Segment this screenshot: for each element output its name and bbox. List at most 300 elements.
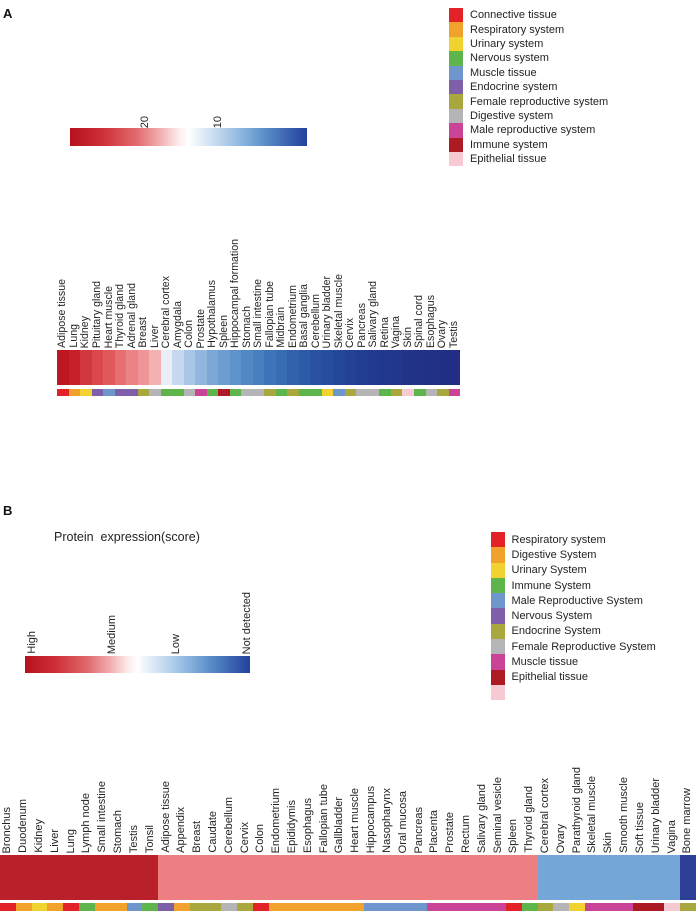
tissue-label-column: [490, 700, 506, 853]
expression-strip: [57, 350, 460, 385]
tissue-label-column: [195, 198, 207, 348]
colorbar-tick-label: Not detected: [241, 591, 253, 654]
tissue-label: Amygdala: [171, 300, 184, 348]
system-cell: [63, 903, 79, 911]
system-cell: [459, 903, 475, 911]
system-cell: [47, 903, 63, 911]
tissue-label: Cerebral cortex: [160, 275, 173, 348]
tissue-label-column: [553, 700, 569, 853]
tissue-label: Thyroid gland: [114, 283, 127, 348]
colorbar-a-ticks: [70, 92, 307, 128]
tissue-label-column: [411, 700, 427, 853]
system-cell: [206, 903, 222, 911]
system-cell: [32, 903, 48, 911]
tissue-label-column: [80, 198, 92, 348]
expression-cell: [437, 350, 449, 385]
legend-item-label: Immune system: [470, 138, 548, 151]
expression-cell: [264, 350, 276, 385]
system-cell: [538, 903, 554, 911]
system-cell: [269, 903, 285, 911]
tissue-label: Parathyroid gland: [570, 766, 583, 853]
legend-item-label: Muscle tissue: [511, 656, 579, 669]
system-cell: [443, 903, 459, 911]
tissue-label: Kidney: [33, 819, 46, 853]
legend-item-label: Nervous System: [511, 610, 593, 623]
legend-item: [491, 532, 656, 547]
tissue-label: Stomach: [112, 809, 125, 853]
tissue-label: Pancreas: [355, 303, 368, 348]
expression-cell: [379, 350, 391, 385]
system-cell: [287, 389, 299, 396]
legend-item: [491, 654, 656, 669]
tissue-label-column: [459, 700, 475, 853]
tissue-label-column: [79, 700, 95, 853]
tissue-label: Small intestine: [96, 781, 109, 853]
system-cell: [490, 903, 506, 911]
tissue-label: Gallbladder: [333, 796, 346, 853]
expression-cell: [79, 855, 95, 900]
system-cell: [449, 389, 461, 396]
tissue-label-column: [149, 198, 161, 348]
expression-cell: [32, 855, 48, 900]
system-cell: [648, 903, 664, 911]
system-cell: [474, 903, 490, 911]
tissue-label-column: [449, 198, 461, 348]
tissue-label: Adipose tissue: [159, 781, 172, 853]
expression-cell: [585, 855, 601, 900]
expression-cell: [92, 350, 104, 385]
legend-swatch: [491, 578, 505, 593]
colorbar-b: [25, 656, 250, 673]
panel-b-title: Protein expression(score): [54, 530, 200, 544]
tissue-label: Bone marrow: [681, 787, 694, 853]
colorbar-b-scale-labels: [25, 556, 253, 654]
legend-item: [491, 670, 656, 685]
expression-cell: [241, 350, 253, 385]
tissue-label-column: [316, 700, 332, 853]
expression-cell: [138, 350, 150, 385]
tissue-label: Bronchus: [1, 806, 14, 853]
system-cell: [16, 903, 32, 911]
tissue-label: Placenta: [428, 810, 441, 853]
tissue-label: Testis: [127, 824, 140, 853]
tissue-label: Ovary: [436, 319, 449, 348]
system-cell: [161, 389, 173, 396]
tissue-label: Prostate: [194, 308, 207, 348]
legend-item-label: Muscle tissue: [470, 66, 537, 79]
tissue-label: Hippocampal formation: [229, 239, 242, 348]
heatmap-a: [57, 198, 460, 396]
tissue-label: Endometrium: [286, 285, 299, 348]
expression-cell: [80, 350, 92, 385]
tissue-label: Urinary bladder: [321, 275, 334, 348]
tissue-label: Skin: [401, 327, 414, 348]
tissue-label: Testis: [447, 320, 460, 348]
tissue-label-column: [95, 700, 111, 853]
system-cell: [95, 903, 111, 911]
expression-cell: [111, 855, 127, 900]
system-cell: [333, 389, 345, 396]
legend-swatch: [491, 593, 505, 608]
tissue-label: Cerebral cortex: [539, 777, 552, 853]
expression-cell: [490, 855, 506, 900]
tissue-label-column: [664, 700, 680, 853]
expression-cell: [172, 350, 184, 385]
expression-cell: [569, 855, 585, 900]
tissue-label: Cervix: [238, 821, 251, 853]
expression-cell: [364, 855, 380, 900]
tissue-label: Hypothalamus: [206, 280, 219, 348]
system-cell: [427, 903, 443, 911]
legend-swatch: [491, 547, 505, 562]
expression-cell: [664, 855, 680, 900]
system-cell: [57, 389, 69, 396]
tissue-label: Duodenum: [17, 799, 30, 853]
legend-item: [449, 80, 608, 94]
system-cell: [92, 389, 104, 396]
tissue-label: Stomach: [240, 306, 253, 348]
tissue-label: Ovary: [554, 823, 567, 853]
tissue-label: Salivary gland: [475, 783, 488, 853]
system-cell: [585, 903, 601, 911]
tissue-label: Epididymis: [286, 799, 299, 853]
tissue-label: Midbrain: [275, 307, 288, 348]
system-cell: [402, 389, 414, 396]
tissue-label-column: [190, 700, 206, 853]
expression-cell: [207, 350, 219, 385]
legend-swatch: [491, 563, 505, 578]
tissue-label: Skeletal muscle: [586, 775, 599, 853]
legend-item: [449, 94, 608, 108]
system-cell: [601, 903, 617, 911]
tissue-label-column: [253, 700, 269, 853]
tissue-label-column: [300, 700, 316, 853]
system-cell: [437, 389, 449, 396]
expression-cell: [601, 855, 617, 900]
tissue-label-column: [680, 700, 696, 853]
legend-item-label: Epithelial tissue: [511, 671, 588, 684]
tissue-label: Endometrium: [270, 787, 283, 853]
tissue-label: Lymph node: [80, 792, 93, 853]
legend-item-label: Urinary System: [511, 564, 587, 577]
tissue-label-column: [332, 700, 348, 853]
system-cell: [276, 389, 288, 396]
tissue-label-column: [47, 700, 63, 853]
expression-cell: [195, 350, 207, 385]
expression-cell: [300, 855, 316, 900]
legend-swatch: [491, 624, 505, 639]
tissue-label-column: [633, 700, 649, 853]
system-cell: [111, 903, 127, 911]
expression-cell: [474, 855, 490, 900]
legend-item: [491, 547, 656, 562]
tissue-label-column: [230, 198, 242, 348]
expression-strip: [0, 855, 696, 900]
legend-swatch: [449, 66, 463, 80]
tissue-label-column: [299, 198, 311, 348]
tissue-label: Smooth muscle: [618, 777, 631, 853]
system-strip: [57, 389, 460, 396]
colorbar-tick-label: High: [26, 631, 38, 654]
legend-item: [449, 22, 608, 36]
tissue-label: Heart muscle: [102, 285, 115, 348]
expression-cell: [449, 350, 461, 385]
tissue-label: Nasopharynx: [380, 788, 393, 853]
system-cell: [221, 903, 237, 911]
tissue-label-column: [538, 700, 554, 853]
system-cell: [332, 903, 348, 911]
expression-cell: [95, 855, 111, 900]
legend-swatch: [491, 608, 505, 623]
colorbar-tick-label: Medium: [106, 614, 118, 654]
expression-cell: [149, 350, 161, 385]
tissue-label: Soft tissue: [633, 801, 646, 853]
tissue-label: Hippocampus: [365, 785, 378, 853]
tissue-label: Skin: [602, 831, 615, 853]
tissue-label-column: [427, 700, 443, 853]
expression-cell: [648, 855, 664, 900]
tissue-label: Fallopian tube: [317, 783, 330, 853]
legend-swatch: [449, 80, 463, 94]
tissue-label: Spleen: [507, 818, 520, 853]
legend-item-label: Male Reproductive System: [511, 594, 643, 607]
tissue-label: Adrenal gland: [125, 282, 138, 348]
legend-item: [491, 578, 656, 593]
legend-swatch: [491, 670, 505, 685]
expression-cell: [348, 855, 364, 900]
system-cell: [149, 389, 161, 396]
tissue-label-column: [269, 700, 285, 853]
tissue-label-column: [601, 700, 617, 853]
legend-swatch: [491, 685, 505, 700]
expression-cell: [538, 855, 554, 900]
tissue-label: Fallopian tube: [263, 281, 276, 348]
system-cell: [426, 389, 438, 396]
expression-cell: [368, 350, 380, 385]
legend-item: [449, 66, 608, 80]
system-cell: [115, 389, 127, 396]
tissue-label-column: [0, 700, 16, 853]
expression-cell: [395, 855, 411, 900]
legend-item-label: Respiratory system: [470, 23, 565, 36]
expression-cell: [47, 855, 63, 900]
legend-swatch: [449, 8, 463, 22]
expression-cell: [380, 855, 396, 900]
expression-cell: [287, 350, 299, 385]
tissue-label: Breast: [137, 317, 150, 348]
legend-item-label: Urinary system: [470, 37, 544, 50]
system-cell: [395, 903, 411, 911]
expression-cell: [0, 855, 16, 900]
tissue-label-column: [63, 700, 79, 853]
system-cell: [322, 389, 334, 396]
expression-cell: [345, 350, 357, 385]
system-cell: [356, 389, 368, 396]
tissue-label-column: [206, 700, 222, 853]
tissue-label: Liver: [48, 829, 61, 853]
legend-item: [491, 608, 656, 623]
expression-cell: [253, 855, 269, 900]
expression-cell: [253, 350, 265, 385]
expression-cell: [103, 350, 115, 385]
expression-cell: [402, 350, 414, 385]
legend-item-label: Endocrine system: [470, 81, 558, 94]
tissue-labels-row: [57, 198, 460, 348]
expression-cell: [158, 855, 174, 900]
tissue-label-column: [207, 198, 219, 348]
expression-cell: [553, 855, 569, 900]
system-cell: [158, 903, 174, 911]
legend-item-label: Female reproductive system: [470, 95, 609, 108]
tissue-label-column: [161, 198, 173, 348]
tissue-label: Colon: [183, 320, 196, 348]
tissue-label: Appendix: [175, 807, 188, 853]
tissue-label-column: [57, 198, 69, 348]
legend-swatch: [491, 654, 505, 669]
system-cell: [633, 903, 649, 911]
tissue-label: Cerebellum: [222, 796, 235, 853]
system-cell: [391, 389, 403, 396]
legend-item-label: Connective tissue: [470, 9, 557, 22]
system-cell: [184, 389, 196, 396]
tissue-label-column: [92, 198, 104, 348]
system-cell: [80, 389, 92, 396]
expression-cell: [16, 855, 32, 900]
expression-cell: [190, 855, 206, 900]
legend-item: [491, 593, 656, 608]
tissue-label: Lung: [64, 828, 77, 853]
tissue-label-column: [221, 700, 237, 853]
legend-swatch: [449, 94, 463, 108]
legend-item: [449, 109, 608, 123]
expression-cell: [276, 350, 288, 385]
system-cell: [103, 389, 115, 396]
tissue-label-column: [174, 700, 190, 853]
tissue-label: Oral mucosa: [396, 790, 409, 853]
legend-item-label: Endocrine System: [511, 625, 601, 638]
system-cell: [174, 903, 190, 911]
expression-cell: [506, 855, 522, 900]
system-cell: [138, 389, 150, 396]
panel-b-label: B: [3, 503, 13, 518]
legend-swatch: [449, 123, 463, 137]
tissue-label-column: [184, 198, 196, 348]
tissue-label: Caudate: [206, 811, 219, 853]
heatmap-b: [0, 700, 696, 911]
tissue-label-column: [585, 700, 601, 853]
tissue-label: Tonsil: [143, 824, 156, 853]
colorbar-tick-label: 10: [212, 115, 224, 128]
expression-cell: [221, 855, 237, 900]
legend-swatch: [449, 37, 463, 51]
tissue-label: Adipose tissue: [56, 279, 69, 348]
tissue-label: Pancreas: [412, 806, 425, 853]
expression-cell: [426, 350, 438, 385]
legend-item-label: Digestive system: [470, 109, 554, 122]
system-cell: [79, 903, 95, 911]
tissue-label: Vagina: [390, 315, 403, 348]
expression-cell: [115, 350, 127, 385]
system-cell: [253, 903, 269, 911]
expression-cell: [617, 855, 633, 900]
system-cell: [553, 903, 569, 911]
tissue-label-column: [395, 700, 411, 853]
expression-cell: [184, 350, 196, 385]
expression-cell: [427, 855, 443, 900]
legend-swatch: [449, 152, 463, 166]
legend-item-label: Male reproductive system: [470, 124, 596, 137]
expression-cell: [443, 855, 459, 900]
expression-cell: [414, 350, 426, 385]
system-cell: [285, 903, 301, 911]
tissue-label-column: [16, 700, 32, 853]
tissue-label-column: [348, 700, 364, 853]
tissue-label-column: [138, 198, 150, 348]
expression-cell: [230, 350, 242, 385]
system-cell: [506, 903, 522, 911]
legend-item-label: Digestive System: [511, 548, 597, 561]
tissue-label: Vagina: [665, 819, 678, 853]
system-cell: [207, 389, 219, 396]
expression-cell: [391, 350, 403, 385]
tissue-label: Liver: [148, 325, 161, 348]
tissue-label-column: [253, 198, 265, 348]
tissue-label-column: [443, 700, 459, 853]
system-cell: [380, 903, 396, 911]
system-cell: [264, 389, 276, 396]
system-cell: [126, 389, 138, 396]
tissue-label-column: [285, 700, 301, 853]
system-cell: [69, 389, 81, 396]
expression-cell: [63, 855, 79, 900]
system-cell: [172, 389, 184, 396]
expression-cell: [322, 350, 334, 385]
system-cell: [300, 903, 316, 911]
system-cell: [364, 903, 380, 911]
panel-a-label: A: [3, 6, 13, 21]
system-cell: [617, 903, 633, 911]
expression-cell: [310, 350, 322, 385]
colorbar-tick-label: Low: [170, 633, 182, 654]
tissue-label-column: [172, 198, 184, 348]
tissue-label-column: [391, 198, 403, 348]
expression-cell: [127, 855, 143, 900]
tissue-label: Lung: [67, 324, 80, 348]
expression-cell: [218, 350, 230, 385]
tissue-label-column: [569, 700, 585, 853]
system-cell: [345, 389, 357, 396]
tissue-label-column: [617, 700, 633, 853]
tissue-label: Esophagus: [301, 797, 314, 853]
tissue-label-column: [437, 198, 449, 348]
tissue-label: Seminal vesicle: [491, 776, 504, 853]
system-cell: [0, 903, 16, 911]
legend-item: [449, 8, 608, 22]
expression-cell: [316, 855, 332, 900]
system-cell: [680, 903, 696, 911]
tissue-label: Cervix: [344, 317, 357, 348]
expression-cell: [332, 855, 348, 900]
tissue-label: Thyroid gland: [523, 786, 536, 853]
expression-cell: [206, 855, 222, 900]
legend-item-label: Epithelial tissue: [470, 153, 547, 166]
system-cell: [379, 389, 391, 396]
legend-item: [449, 37, 608, 51]
legend-item: [491, 624, 656, 639]
legend-swatch: [449, 138, 463, 152]
expression-cell: [126, 350, 138, 385]
tissue-label: Prostate: [444, 812, 457, 853]
